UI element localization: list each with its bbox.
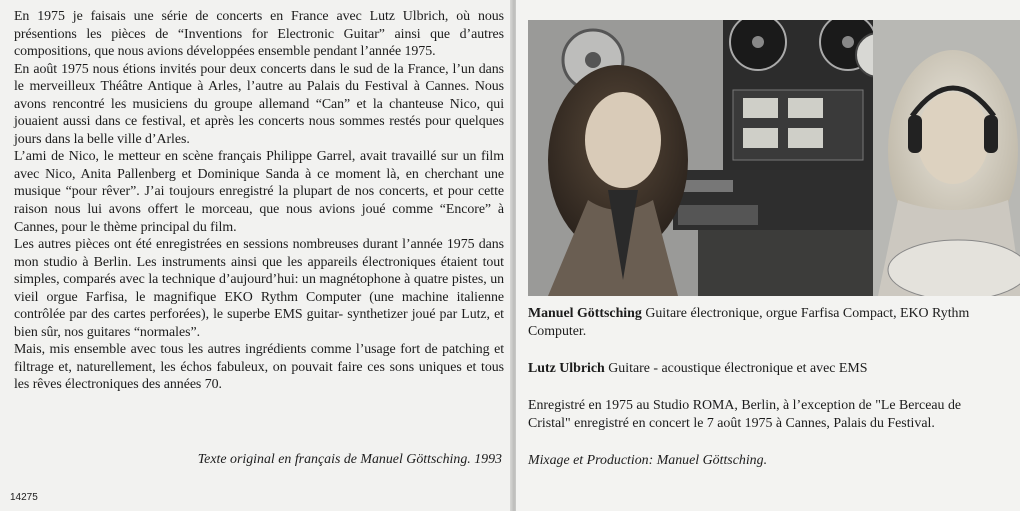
recording-note: Enregistré en 1975 au Studio ROMA, Berlin, à l’exception de "Le Berceau de Cristal" enregistré en concert le 7 août 1975 à Cannes, Palais du Festival. — [528, 398, 962, 431]
paragraph-1: En 1975 je faisais une série de concerts en France avec Lutz Ulbrich, où nous présentions les pièces de “Inventions for Electronic Guitar” ainsi que d’autres compositions, que nous avions développées ensemble pendant l’année 1975. — [14, 9, 504, 60]
catalog-number: 14275 — [10, 492, 38, 503]
right-page — [516, 0, 1020, 511]
caption-lutz — [528, 360, 998, 378]
name-lutz: Lutz Ulbrich — [528, 361, 605, 376]
paragraph-2: En août 1975 nous étions invités pour deux concerts dans le sud de la France, l’un dans le merveilleux Théâtre Antique à Arles, l’autre au Palais du Festival à Cannes. Nous avons rencontré les musiciens du groupe allemand “Can” et la chanteuse Nico, qui jouaient aussi dans ce festival, et après les concerts nous sommes restés pour quelques jours dans la belle ville d’Arles. — [14, 61, 504, 147]
paragraph-3: L’ami de Nico, le metteur en scène français Philippe Garrel, avait travaillé sur un film avec Nico, Anita Pallenberg et Dominique Sanda à ce moment là, en cherchant une musique “pour rêver”. J’ai toujours enregistré la plupart de nos concerts, et pour cette raison nous lui avons offert le morceau, que nous avions joué comme “Encore” à Cannes, pour le thème principal du film. — [14, 149, 504, 235]
name-manuel: Manuel Göttsching — [528, 306, 642, 321]
caption-manuel-text: Guitare électronique, orgue Farfisa Compact, EKO Rythm Computer. — [528, 306, 970, 339]
studio-photo-image — [528, 20, 1020, 296]
translation-credit: Texte original en français de Manuel Göttsching. 1993 — [197, 452, 502, 467]
studio-photo — [528, 20, 1020, 296]
caption-manuel — [528, 305, 998, 340]
paragraph-4: Les autres pièces ont été enregistrées en sessions nombreuses durant l’année 1975 dans mon studio à Berlin. Les instruments ainsi que les appareils électroniques étaient tout simples, comparés avec la technique d’aujourd’hui: un magnétophone à quatre pistes, un vieil orgue Farfisa, le magnifique EKO Rythm Computer (une machine italienne contrôlée par des cartes perforées), le superbe EMS guitar- synthetizer joué par Lutz, et bien sûr, nos guitares “normales”. — [14, 237, 504, 340]
paragraph-5: Mais, mis ensemble avec tous les autres ingrédients comme l’usage fort de patching et filtrage et, naturellement, les échos fabuleux, on pouvait faire ces sons uniques et tous les rêves électroniques des années 70. — [14, 342, 504, 393]
caption-lutz-text: Guitare - acoustique électronique et avec EMS — [604, 361, 868, 376]
production-credit: Mixage et Production: Manuel Göttsching. — [528, 453, 768, 468]
